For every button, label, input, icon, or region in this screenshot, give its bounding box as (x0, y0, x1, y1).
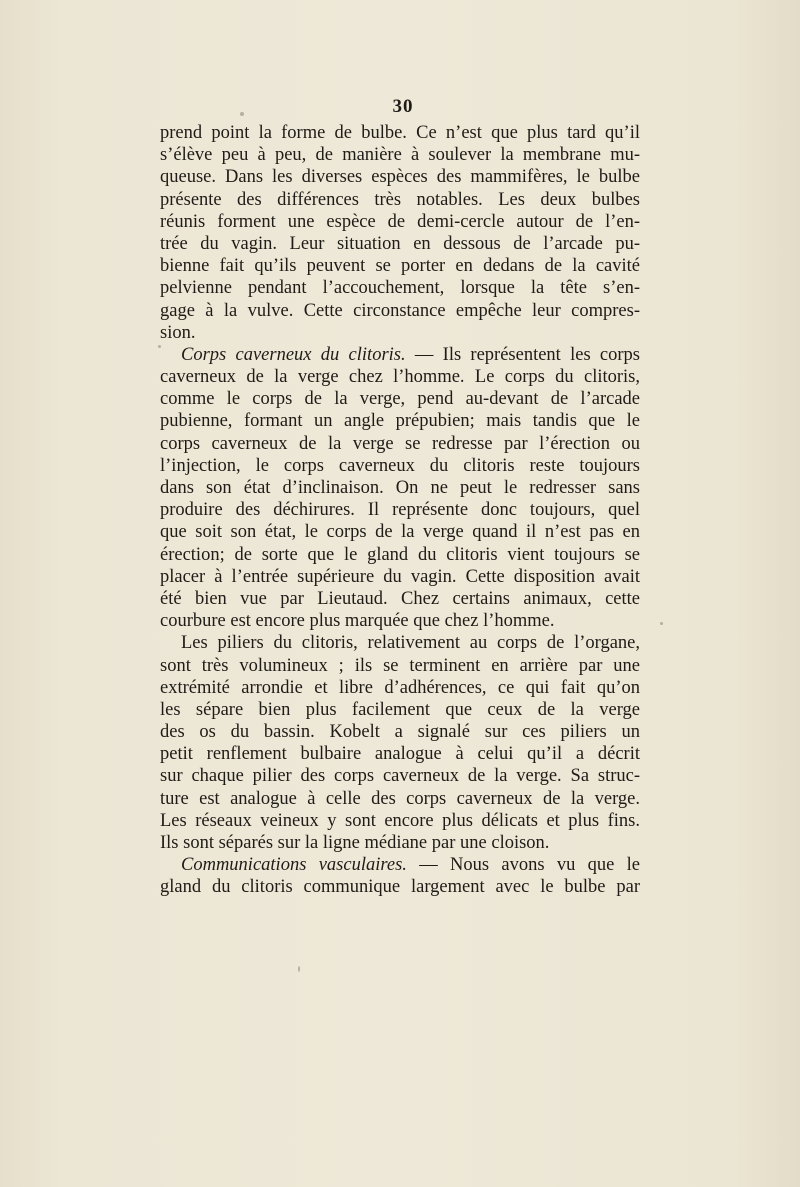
text-line: érection; de sorte que le gland du clitoris vient toujours se (160, 544, 640, 565)
text-line: présente des différences très notables. Les deux bulbes (160, 189, 640, 210)
text-line (160, 854, 640, 876)
text-line: pelvienne pendant l’accouchement, lorsque la tête s’en- (160, 278, 640, 299)
heading-continuation: — Nous avons vu que le (406, 855, 640, 876)
text-line: sont très volumineux ; ils se terminent en arrière par une (160, 655, 640, 676)
paragraph-corps-caverneux (160, 344, 640, 632)
paragraph-bulbe (160, 122, 640, 344)
text-line: les sépare bien plus facilement que ceux de la verge (160, 699, 640, 720)
text-line: gland du clitoris communique largement avec le bulbe par (160, 877, 640, 898)
text-line: corps caverneux de la verge se redresse par l’érection ou (160, 433, 640, 454)
section-heading: Communications vasculaires. (181, 855, 407, 876)
text-line: extrémité arrondie et libre d’adhérences, ce qui fait qu’on (160, 677, 640, 698)
text-line: des os du bassin. Kobelt a signalé sur ces piliers un (160, 722, 640, 743)
text-line: été bien vue par Lieutaud. Chez certains animaux, cette (160, 588, 640, 609)
text-line: réunis forment une espèce de demi-cercle autour de l’en- (160, 211, 640, 232)
body-text (160, 122, 640, 899)
text-line: bienne fait qu’ils peuvent se porter en dedans de la cavité (160, 256, 640, 277)
text-line: l’injection, le corps caverneux du clitoris reste toujours (160, 455, 640, 476)
page-number: 30 (392, 96, 414, 117)
text-line: sur chaque pilier des corps caverneux de la verge. Sa struc- (160, 766, 640, 787)
text-line: placer à l’entrée supérieure du vagin. Cette disposition avait (160, 566, 640, 587)
text-line: ture est analogue à celle des corps caverneux de la verge. (160, 788, 640, 809)
text-line: caverneux de la verge chez l’homme. Le corps du clitoris, (160, 367, 640, 388)
text-line (160, 344, 640, 366)
text-line: courbure est encore plus marquée que chez l’homme. (160, 611, 555, 632)
text-line: sion. (160, 322, 196, 343)
paragraph-piliers (160, 632, 640, 854)
text-line: Ils sont séparés sur la ligne médiane par une cloison. (160, 833, 550, 853)
text-line: prend point la forme de bulbe. Ce n’est que plus tard qu’il (160, 123, 640, 143)
text-line: Les réseaux veineux y sont encore plus délicats et plus fins. (160, 810, 640, 831)
text-line: pubienne, formant un angle prépubien; mais tandis que le (160, 411, 640, 432)
text-line: petit renflement bulbaire analogue à celui qu’il a décrit (160, 744, 640, 765)
text-line: comme le corps de la verge, pend au-devant de l’arcade (160, 389, 640, 410)
paragraph-communications (160, 854, 640, 898)
text-line: Les piliers du clitoris, relativement au corps de l’organe, (181, 633, 640, 654)
text-line: s’élève peu à peu, de manière à soulever la membrane mu- (160, 145, 640, 166)
heading-continuation: — Ils représentent les corps (405, 344, 640, 365)
text-line: queuse. Dans les diverses espèces des mammifères, le bulbe (160, 167, 640, 188)
text-line: que soit son état, le corps de la verge quand il n’est pas en (160, 522, 640, 543)
text-line: gage à la vulve. Cette circonstance empêche leur compres- (160, 300, 640, 321)
section-heading: Corps caverneux du clitoris. (181, 344, 406, 365)
text-line: produire des déchirures. Il représente donc toujours, quel (160, 500, 640, 521)
text-line: dans son état d’inclinaison. On ne peut le redresser sans (160, 478, 640, 498)
paper-speck (298, 966, 300, 972)
text-line: trée du vagin. Leur situation en dessous de l’arcade pu- (160, 233, 640, 254)
paper-speck (660, 622, 663, 625)
